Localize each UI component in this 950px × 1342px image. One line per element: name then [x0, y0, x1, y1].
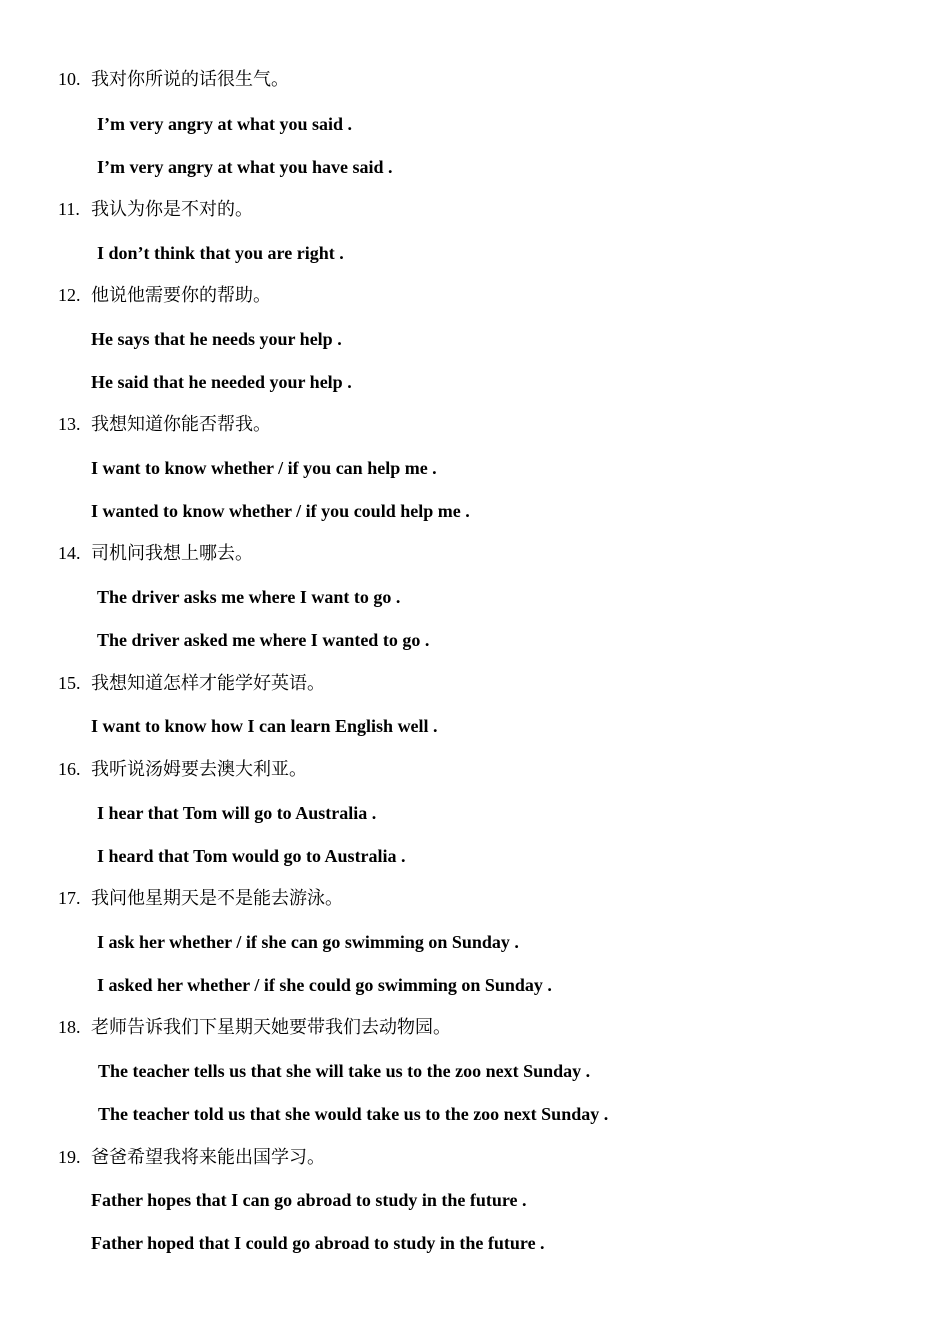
- question-number: 12.: [58, 285, 81, 305]
- question-number: 10.: [58, 69, 81, 89]
- answer-10-2: I’m very angry at what you have said .: [97, 157, 393, 177]
- question-prompt: 我听说汤姆要去澳大利亚。: [91, 759, 307, 779]
- answer-16-2: I heard that Tom would go to Australia .: [97, 846, 406, 866]
- question-number: 14.: [58, 543, 81, 563]
- answer-13-2: I wanted to know whether / if you could help me .: [91, 501, 470, 521]
- question-number: 13.: [58, 414, 81, 434]
- answer-19-1: Father hopes that I can go abroad to study in the future .: [91, 1190, 527, 1210]
- question-14: [58, 542, 253, 564]
- question-number: 17.: [58, 888, 81, 908]
- question-15: [58, 672, 325, 694]
- answer-16-1: I hear that Tom will go to Australia .: [97, 803, 377, 823]
- question-number: 19.: [58, 1147, 81, 1167]
- answer-10-1: I’m very angry at what you said .: [97, 114, 352, 134]
- question-prompt: 他说他需要你的帮助。: [91, 285, 271, 305]
- question-number: 11.: [58, 199, 80, 219]
- question-number: 16.: [58, 759, 81, 779]
- question-16: [58, 758, 307, 780]
- question-19: [58, 1146, 325, 1168]
- question-prompt: 司机问我想上哪去。: [91, 543, 253, 563]
- answer-19-2: Father hoped that I could go abroad to study in the future .: [91, 1233, 545, 1253]
- question-18: [58, 1016, 451, 1038]
- question-prompt: 我对你所说的话很生气。: [91, 69, 289, 89]
- question-17: [58, 887, 343, 909]
- question-13: [58, 413, 271, 435]
- question-number: 18.: [58, 1017, 81, 1037]
- question-prompt: 我想知道你能否帮我。: [91, 414, 271, 434]
- answer-12-2: He said that he needed your help .: [91, 372, 352, 392]
- question-prompt: 爸爸希望我将来能出国学习。: [91, 1147, 325, 1167]
- answer-12-1: He says that he needs your help .: [91, 329, 342, 349]
- answer-15-1: I want to know how I can learn English well .: [91, 716, 438, 736]
- answer-18-1: The teacher tells us that she will take us to the zoo next Sunday .: [98, 1061, 591, 1081]
- answer-18-2: The teacher told us that she would take us to the zoo next Sunday .: [98, 1104, 609, 1124]
- answer-14-1: The driver asks me where I want to go .: [97, 587, 401, 607]
- question-prompt: 老师告诉我们下星期天她要带我们去动物园。: [91, 1017, 451, 1037]
- question-prompt: 我认为你是不对的。: [91, 199, 253, 219]
- question-prompt: 我想知道怎样才能学好英语。: [91, 673, 325, 693]
- question-number: 15.: [58, 673, 81, 693]
- answer-14-2: The driver asked me where I wanted to go .: [97, 630, 430, 650]
- question-10: [58, 68, 289, 90]
- answer-17-1: I ask her whether / if she can go swimming on Sunday .: [97, 932, 519, 952]
- question-11: [58, 198, 253, 220]
- question-12: [58, 284, 271, 306]
- answer-11-1: I don’t think that you are right .: [97, 243, 344, 263]
- question-prompt: 我问他星期天是不是能去游泳。: [91, 888, 343, 908]
- answer-13-1: I want to know whether / if you can help me .: [91, 458, 437, 478]
- answer-17-2: I asked her whether / if she could go swimming on Sunday .: [97, 975, 552, 995]
